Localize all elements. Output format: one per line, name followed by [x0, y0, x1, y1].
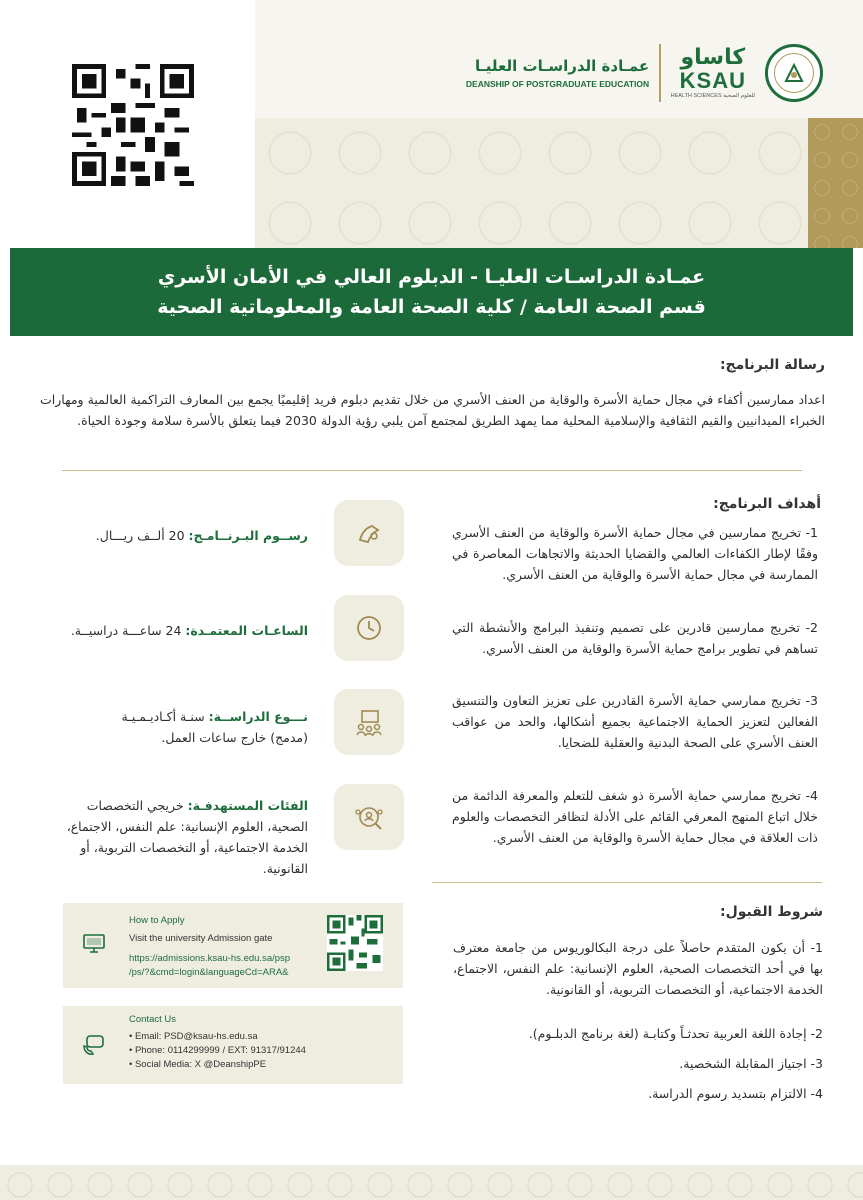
- ksau-subtitle: HEALTH SCIENCES للعلوم الصحية: [670, 92, 755, 99]
- target-value: خريجي التخصصات الصحية، العلوم الإنسانية: علم النفس، الاجتماع، الخدمة الاجتماعية، أو التخصصات التربوية، أو القانونية.: [66, 798, 308, 876]
- header-pattern: [255, 118, 863, 248]
- goal-item: 1- تخريج ممارسين في مجال حماية الأسرة والوقاية من العنف الأسري وفقًا لإطار الكفاءات العالمي والقضايا الحديثة والاتجاهات المعاصرة في الممارسة في مجال حماية الأسرة والوقاية من العنف الأسري.: [452, 525, 818, 582]
- target-label: الفئات المستهدفـة:: [187, 798, 308, 813]
- logo-area: [466, 38, 823, 108]
- university-seal-icon: [765, 44, 823, 102]
- fees-label: رســوم البـرنــامـج:: [188, 528, 308, 543]
- qr-code-large[interactable]: [72, 64, 194, 186]
- goal-item: 4- تخريج ممارسي حماية الأسرة ذو شغف للتعلم والمعرفة الدائمة من خلال اتباع المنهج المعرفي القائم على الأدلة لتظافر التخصصات والعلوم ذات العلاقة في مجال حماية الأسرة والوقاية من العنف الأسري.: [452, 788, 818, 845]
- study-type-info: [48, 706, 308, 748]
- apply-link-cont[interactable]: /ps/?&cmd=login&languageCd=ARA&: [129, 967, 289, 978]
- condition-item: 3- اجتياز المقابلة الشخصية.: [679, 1056, 823, 1071]
- conditions-title: شروط القبول:: [720, 904, 823, 920]
- title-band: [10, 248, 853, 336]
- deanship-name-en: DEANSHIP OF POSTGRADUATE EDUCATION: [465, 79, 650, 89]
- deanship-logo: [466, 57, 649, 89]
- fees-value: 20 ألــف ريـــال.: [95, 528, 185, 543]
- logo-divider: [659, 44, 661, 102]
- apply-link[interactable]: https://admissions.ksau-hs.edu.sa/psp: [129, 953, 291, 964]
- goal-item: 2- تخريج ممارسين قادرين على تصميم وتنفيذ البرامج والأنشطة التي تساهم في تطوير برامج حماية الأسرة والوقاية من العنف الأسري.: [452, 620, 818, 656]
- contact-email[interactable]: • Email: PSD@ksau-hs.edu.sa: [129, 1031, 258, 1042]
- hours-value: 24 ساعـــة دراسيــة.: [70, 623, 182, 638]
- clock-icon: [334, 595, 404, 661]
- gold-pattern-block: [808, 118, 863, 248]
- section-divider: [62, 470, 802, 471]
- target-info: [48, 795, 308, 879]
- apply-box: [63, 903, 403, 988]
- study-type-value: سنـة أكـاديـمـيـة: [121, 709, 205, 724]
- goal-item: 3- تخريج ممارسي حماية الأسرة القادرين على تعزيز التعاون والتنسيق الفعالين لتعزيز الحماية الاجتماعية بجميع أشكالها، والحد من عواقب العنف الأسري على الصحة البدنية والعقلية للضحايا.: [452, 693, 818, 750]
- section-divider: [432, 882, 822, 883]
- study-type-note: (مدمج) خارج ساعات العمل.: [161, 730, 308, 745]
- ksau-name-en: KSAU: [679, 68, 746, 94]
- fees-info: [48, 525, 308, 546]
- phone-chat-icon: [81, 1032, 107, 1058]
- goals-title: أهداف البرنامج:: [713, 496, 821, 512]
- ksau-logo: [671, 47, 755, 98]
- condition-item: 1- أن يكون المتقدم حاصلاً على درجة البكالوريوس من جامعة معترف بها في أحد التخصصات الصحية، العلوم الإنسانية: علم النفس، الاجتماع، الخدمة الاجتماعية، أو التخصصات التربوية، أو القانونية.: [453, 940, 823, 997]
- computer-icon: [81, 931, 107, 957]
- mission-text: اعداد ممارسين أكفاء في مجال حماية الأسرة والوقاية من العنف الأسري من خلال تقديم دبلوم فريد إقليميًا يجمع بين المعارف التراكمية العالمية ومهارات الخبراء الميدانيين والقيم الثقافية والإسلامية المحلية مما يمهد الطريق لمجتمع آمن يلبي رؤية الدولة 2030 فيما يتعلق بالأسرة سلامة وجودة الحياة.: [40, 392, 825, 428]
- qr-code-small[interactable]: [327, 915, 383, 971]
- apply-label: How to Apply: [129, 915, 185, 926]
- contact-phone[interactable]: • Phone: 0114299999 / EXT: 91317/91244: [129, 1045, 306, 1056]
- condition-item: 4- الالتزام بتسديد رسوم الدراسة.: [648, 1086, 823, 1101]
- condition-item: 2- إجادة اللغة العربية تحدثـاً وكتابـة (لغة برنامج الدبلـوم).: [528, 1026, 823, 1041]
- contact-label: Contact Us: [129, 1014, 176, 1025]
- classroom-icon: [334, 689, 404, 755]
- target-audience-icon: [334, 784, 404, 850]
- page-subtitle: قسم الصحة العامة / كلية الصحة العامة والمعلوماتية الصحية: [157, 296, 706, 318]
- mission-title: رسالة البرنامج:: [719, 357, 825, 373]
- header: [0, 0, 863, 248]
- deanship-name-ar: عمـادة الدراسـات العليـا: [475, 57, 650, 75]
- contact-box: [63, 1006, 403, 1084]
- fees-icon: [334, 500, 404, 566]
- hours-info: [48, 620, 308, 641]
- apply-instruction: Visit the university Admission gate: [129, 933, 273, 944]
- footer-pattern: [0, 1165, 863, 1200]
- page-title: عمـادة الدراسـات العليـا - الدبلوم العالي في الأمان الأسري: [157, 266, 706, 288]
- hours-label: الساعـات المعتمـدة:: [185, 623, 308, 638]
- study-type-label: نـــوع الدراســة:: [208, 709, 308, 724]
- ksau-name-ar: كاساو: [680, 45, 746, 71]
- contact-social[interactable]: • Social Media: X @DeanshipPE: [129, 1059, 267, 1070]
